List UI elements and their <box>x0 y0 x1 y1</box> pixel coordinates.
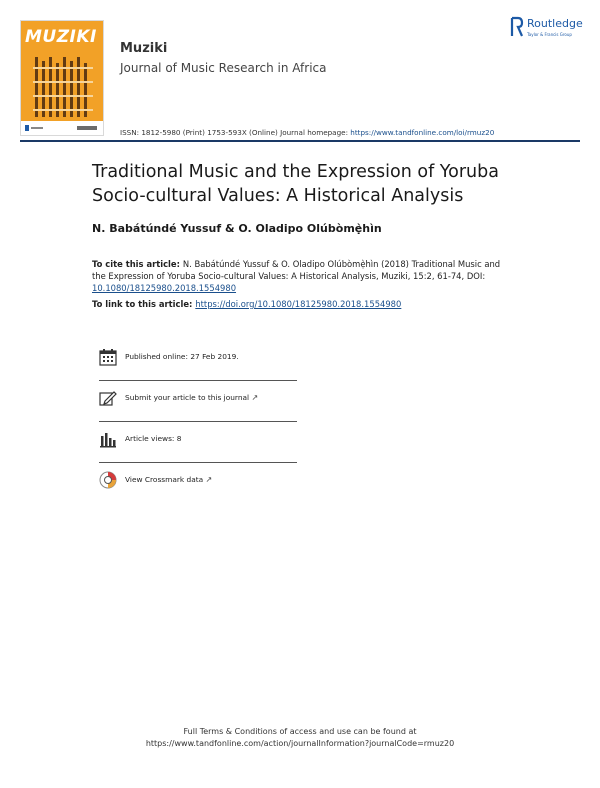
doi-link[interactable]: 10.1080/18125980.2018.1554980 <box>92 283 237 293</box>
link-line <box>92 299 401 309</box>
link-label: To link to this article: <box>92 299 196 309</box>
external-link-icon: ↗ <box>205 475 213 484</box>
routledge-r-icon <box>510 16 524 38</box>
article-authors: N. Babátúndé Yussuf & O. Oladipo Olúbòmẹ̀hìn <box>92 222 382 235</box>
journal-name: Muziki <box>120 41 168 56</box>
issn-line <box>120 128 494 137</box>
cover-artwork <box>33 55 93 119</box>
terms-line: Full Terms & Conditions of access and use can be found at <box>183 727 417 736</box>
bar-chart-icon <box>99 430 117 448</box>
publisher-logo-icon <box>25 124 43 132</box>
journal-homepage-link[interactable]: https://www.tandfonline.com/loi/rmuz20 <box>350 128 495 137</box>
unisa-logo-icon <box>77 124 97 132</box>
cover-title: MUZIKI <box>25 27 97 47</box>
divider-1 <box>99 380 297 381</box>
calendar-icon <box>99 348 117 366</box>
journal-cover <box>20 20 104 136</box>
issn-text: ISSN: 1812-5980 (Print) 1753-593X (Online) Journal homepage: <box>120 128 351 137</box>
header-divider <box>20 140 580 142</box>
crossmark-text <box>125 475 212 484</box>
citation-text: N. Babátúndé Yussuf & O. Oladipo Olúbòmẹ̀hìn (2018) Traditional Music and the Expression of Yoruba Socio-cultural Values: A Historical Analysis, Muziki, 15:2, 61-74, DOI: <box>92 259 501 281</box>
divider-3 <box>99 462 297 463</box>
terms-footer <box>0 726 600 750</box>
journal-subtitle: Journal of Music Research in Africa <box>120 61 327 75</box>
crossmark-icon <box>99 471 117 489</box>
divider-2 <box>99 421 297 422</box>
terms-link[interactable]: https://www.tandfonline.com/action/journalInformation?journalCode=rmuz20 <box>145 739 455 748</box>
views-text: Article views: 8 <box>125 434 182 443</box>
article-url-link[interactable]: https://doi.org/10.1080/18125980.2018.1554980 <box>195 299 402 309</box>
citation-label: To cite this article: <box>92 259 183 269</box>
external-link-icon: ↗ <box>251 393 259 402</box>
submit-text <box>125 393 258 402</box>
publisher-name: Routledge <box>527 17 583 30</box>
published-text: Published online: 27 Feb 2019. <box>125 352 239 361</box>
article-title: Traditional Music and the Expression of Yoruba Socio-cultural Values: A Historical Analysis <box>92 162 499 206</box>
cover-footer <box>21 121 103 135</box>
routledge-logo[interactable] <box>510 16 592 46</box>
edit-icon <box>99 389 117 407</box>
crossmark-link[interactable] <box>99 469 297 509</box>
publisher-tagline: Taylor & Francis Group <box>527 32 572 37</box>
crossmark-label: View Crossmark data <box>125 475 206 484</box>
submit-label: Submit your article to this journal <box>125 393 252 402</box>
citation-block <box>92 258 512 294</box>
